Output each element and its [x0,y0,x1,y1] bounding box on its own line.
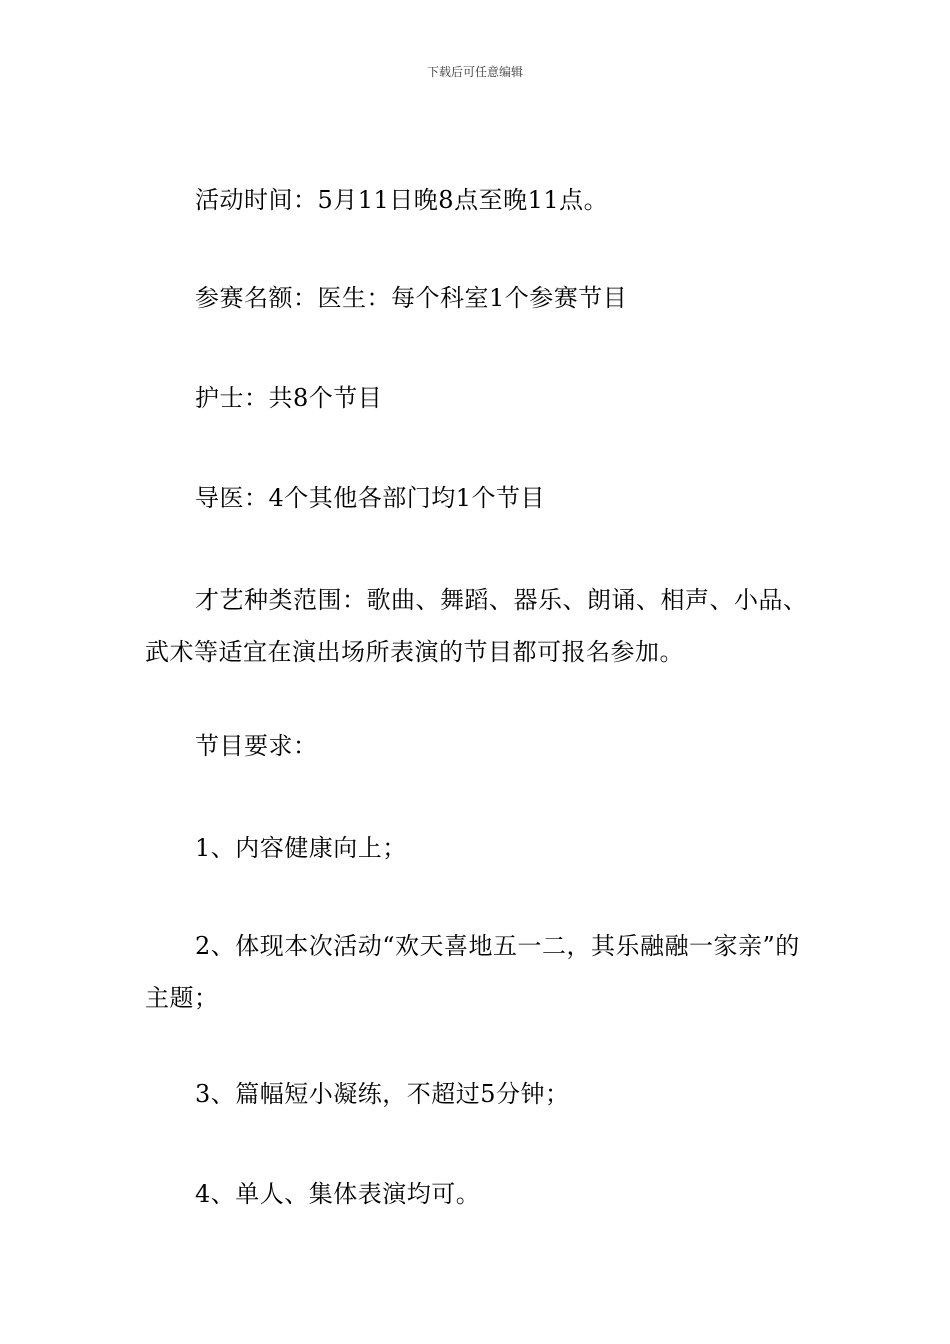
paragraph-quota: 参赛名额：医生：每个科室1个参赛节目 [195,284,628,312]
paragraph-activity-time: 活动时间：5月11日晚8点至晚11点。 [195,186,609,214]
paragraph-requirement-1: 1、内容健康向上； [195,834,407,862]
page-header: 下载后可任意编辑 [426,65,523,79]
paragraph-requirement-3: 3、篇幅短小凝练，不超过5分钟； [195,1080,570,1108]
paragraph-requirement-2: 2、体现本次活动“欢天喜地五一二，其乐融融一家亲”的主题； [145,932,800,1012]
paragraph-requirements-heading: 节目要求： [195,732,318,760]
paragraph-guides: 导医：4个其他各部门均1个节目 [195,484,546,512]
paragraph-requirement-4: 4、单人、集体表演均可。 [195,1180,481,1208]
paragraph-nurses: 护士：共8个节目 [195,384,383,412]
paragraph-talent-types: 才艺种类范围：歌曲、舞蹈、器乐、朗诵、相声、小品、武术等适宜在演出场所表演的节目都可报名参加。 [145,586,808,666]
